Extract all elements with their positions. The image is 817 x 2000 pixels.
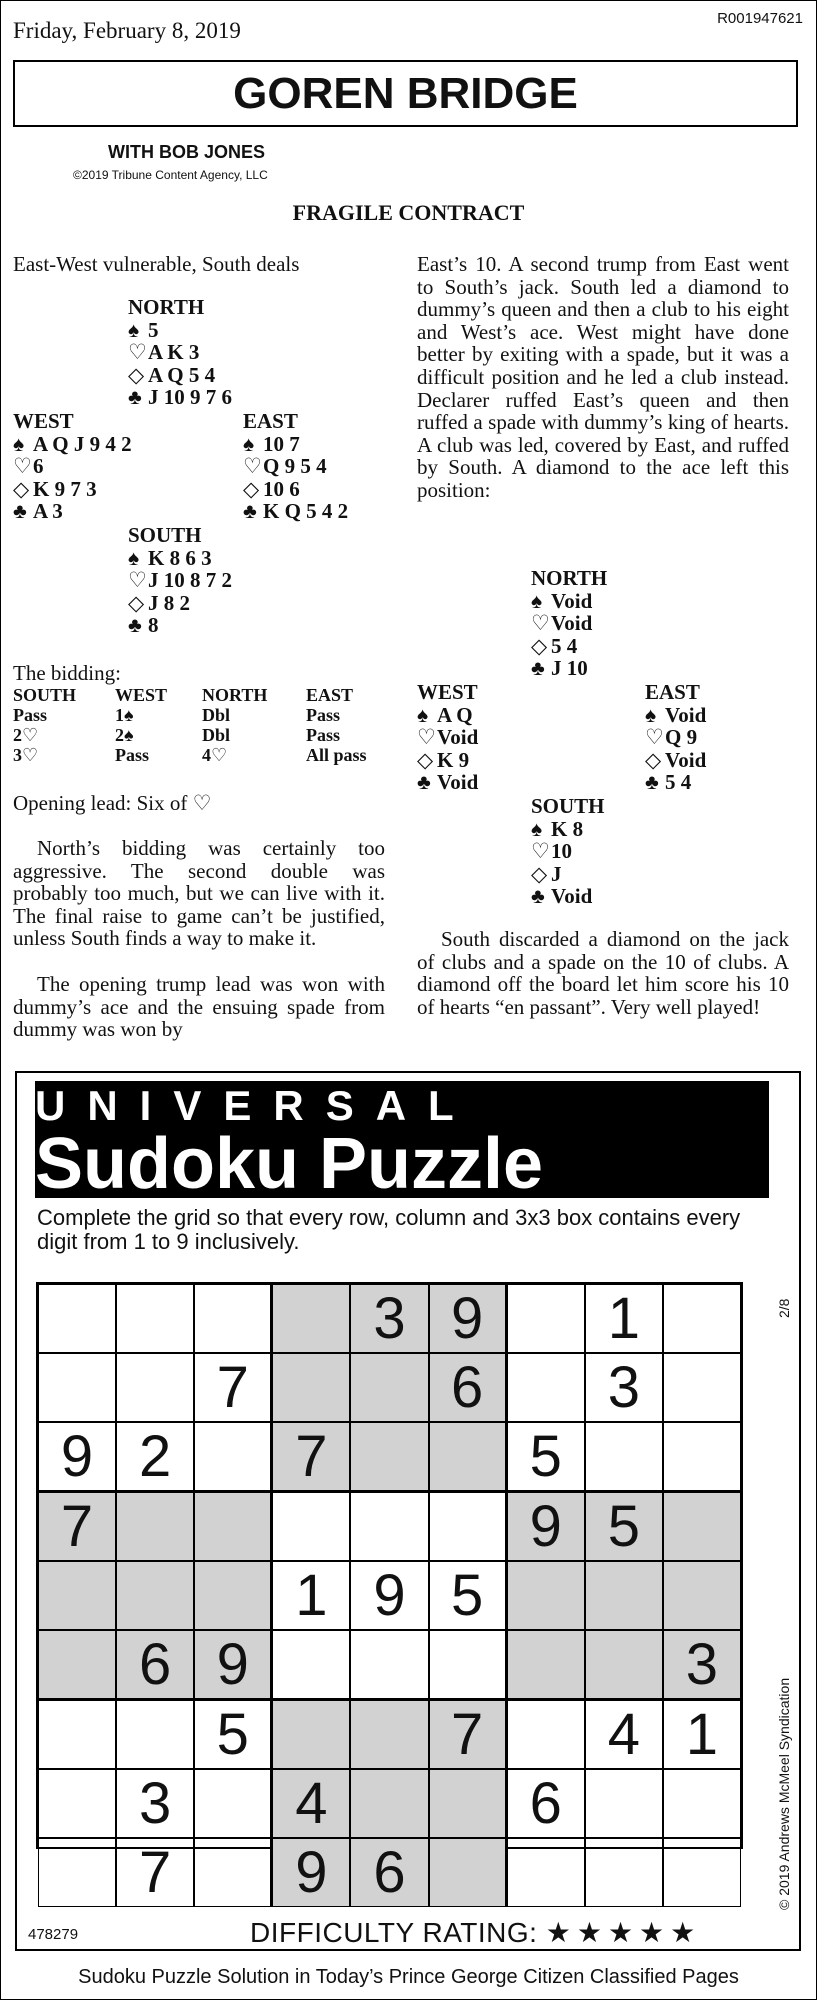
sudoku-cell[interactable]: 3 [585,1353,663,1422]
sudoku-cell[interactable]: 9 [507,1492,585,1561]
north-spades: 5 [148,317,159,342]
ending-east-diamonds: Void [665,747,707,772]
sudoku-cell[interactable]: 1 [663,1700,741,1769]
star-rating-icon: ★★★★★ [545,1917,702,1948]
south-label: SOUTH [128,523,202,547]
ending-north-hearts: Void [551,611,593,636]
sudoku-cell[interactable] [38,1769,116,1838]
issue-date: Friday, February 8, 2019 [13,18,241,43]
west-diamonds: K 9 7 3 [33,476,97,501]
bidding-header: NORTH [202,685,268,705]
club-icon: ♣ [531,884,545,909]
sudoku-cell[interactable] [350,1700,428,1769]
ending-east-hearts: Q 9 [665,725,698,750]
sudoku-cell[interactable]: 7 [272,1422,350,1492]
sudoku-cell[interactable] [194,1838,272,1907]
north-clubs: J 10 9 7 6 [148,385,232,410]
ending-south-diamonds: J [551,861,562,886]
bidding-header-row [13,685,396,705]
bid: All pass [306,745,367,765]
heart-icon: ♡ [13,454,32,479]
sudoku-cell[interactable] [585,1630,663,1700]
heart-icon: ♡ [645,725,664,750]
sudoku-cell[interactable]: 5 [194,1700,272,1769]
ending-north-label: NORTH [531,566,608,590]
sudoku-cell[interactable]: 9 [38,1422,116,1492]
south-clubs: 8 [148,613,159,638]
sudoku-cell[interactable]: 6 [116,1630,194,1700]
sudoku-grid [36,1282,743,1905]
spade-icon: ♠ [645,702,657,727]
sudoku-cell[interactable] [38,1700,116,1769]
sudoku-cell[interactable] [663,1561,741,1630]
ending-south-hand [531,795,605,908]
sudoku-cell[interactable] [38,1838,116,1907]
footer-note: Sudoku Puzzle Solution in Today’s Prince George Citizen Classified Pages [78,1966,739,1988]
sudoku-cell[interactable]: 3 [663,1630,741,1700]
heart-icon: ♡ [243,454,262,479]
spade-icon: ♠ [13,431,25,456]
difficulty-label: DIFFICULTY RATING: [250,1917,538,1948]
bid: Pass [115,745,150,765]
spade-icon: ♠ [531,816,543,841]
east-clubs: K Q 5 4 2 [263,499,349,524]
bidding-row [13,705,396,725]
sudoku-brand: UNIVERSAL [35,1082,476,1129]
sudoku-cell[interactable] [429,1492,507,1561]
west-label: WEST [13,409,74,433]
spade-icon: ♠ [531,588,543,613]
copyright: ©2019 Tribune Content Agency, LLC [73,168,268,182]
sudoku-cell[interactable] [194,1769,272,1838]
sudoku-cell[interactable] [38,1284,116,1353]
south-diamonds: J 8 2 [148,590,190,615]
diamond-icon: ◇ [13,476,30,501]
sudoku-cell[interactable] [507,1284,585,1353]
sudoku-cell[interactable] [429,1422,507,1492]
paragraph-2-cont: East’s 10. A second trump from East went to South’s jack. South led a diamond to dummy’s queen and then a club to his eight and West’s ace. West might have done better by exiting with a spade, but it was a difficult position and he led a club instead. Declarer ruffed East’s queen and then ruffed a spade with dummy’s king of hearts. A club was led, covered by East, and ruffed by South. A diamond to the ace left this position: [417,252,789,502]
diamond-icon: ◇ [417,747,434,772]
north-label: NORTH [128,295,205,319]
ending-east-spades: Void [665,702,707,727]
sudoku-cell[interactable] [507,1700,585,1769]
sudoku-cell[interactable] [38,1630,116,1700]
east-hand [243,410,348,523]
sudoku-cell[interactable]: 7 [38,1492,116,1561]
sudoku-cell[interactable] [663,1284,741,1353]
sudoku-cell[interactable]: 7 [116,1838,194,1907]
club-icon: ♣ [128,385,142,410]
sudoku-cell[interactable] [194,1284,272,1353]
sudoku-cell[interactable] [116,1561,194,1630]
sudoku-cell[interactable]: 6 [507,1769,585,1838]
article-code: R001947621 [717,10,803,27]
byline: WITH BOB JONES [108,142,266,162]
bid: Pass [306,725,341,745]
ending-east-label: EAST [645,680,700,704]
sudoku-cell[interactable] [194,1561,272,1630]
sudoku-cell[interactable] [116,1353,194,1422]
sudoku-cell[interactable] [116,1492,194,1561]
south-hearts: J 10 8 7 2 [148,568,232,593]
ending-west-label: WEST [417,680,478,704]
sudoku-cell[interactable] [350,1422,428,1492]
opening-lead: Opening lead: Six of ♡ [13,791,212,815]
ending-north-diamonds: 5 4 [551,633,578,658]
column-title: GOREN BRIDGE [233,68,578,118]
bid: 1♠ [115,705,134,725]
sudoku-cell[interactable] [116,1700,194,1769]
sudoku-cell[interactable] [272,1284,350,1353]
sudoku-cell[interactable] [272,1630,350,1700]
sudoku-cell[interactable]: 3 [116,1769,194,1838]
sudoku-cell[interactable] [507,1353,585,1422]
ending-north-clubs: J 10 [551,656,588,681]
diamond-icon: ◇ [531,861,548,886]
ending-west-diamonds: K 9 [437,747,470,772]
club-icon: ♣ [645,770,659,795]
heart-icon: ♡ [531,611,550,636]
sudoku-cell[interactable] [429,1630,507,1700]
sudoku-cell[interactable]: 1 [585,1284,663,1353]
spade-icon: ♠ [128,545,140,570]
club-icon: ♣ [417,770,431,795]
diamond-icon: ◇ [645,747,662,772]
sudoku-cell[interactable] [350,1353,428,1422]
club-icon: ♣ [13,499,27,524]
ending-north-hand [531,567,607,680]
bidding-row [13,725,396,745]
bid: 2♠ [115,725,134,745]
sudoku-cell[interactable]: 9 [194,1630,272,1700]
sudoku-cell[interactable] [663,1769,741,1838]
heart-icon: ♡ [128,568,147,593]
sudoku-cell[interactable]: 5 [507,1422,585,1492]
sudoku-cell[interactable] [194,1492,272,1561]
diamond-icon: ◇ [531,633,548,658]
north-diamonds: A Q 5 4 [148,362,216,387]
sudoku-cell[interactable]: 4 [585,1700,663,1769]
sudoku-cell[interactable]: 1 [272,1561,350,1630]
diamond-icon: ◇ [128,590,145,615]
ending-east-clubs: 5 4 [665,770,692,795]
sudoku-cell[interactable] [585,1422,663,1492]
sudoku-date-code: 2/8 [776,1298,792,1318]
bid: Pass [306,705,341,725]
sudoku-cell[interactable] [663,1353,741,1422]
club-icon: ♣ [128,613,142,638]
sudoku-cell[interactable] [272,1353,350,1422]
bid: Pass [13,705,48,725]
bid: Dbl [202,705,231,725]
ending-south-hearts: 10 [551,839,572,864]
difficulty-rating [250,1916,701,1949]
sudoku-cell[interactable] [272,1492,350,1561]
ending-west-spades: A Q [437,702,473,727]
east-hearts: Q 9 5 4 [263,454,327,479]
sudoku-cell[interactable] [194,1422,272,1492]
sudoku-cell[interactable] [38,1353,116,1422]
ending-west-hand [417,681,478,794]
sudoku-cell[interactable] [663,1492,741,1561]
heart-icon: ♡ [128,340,147,365]
heart-icon: ♡ [531,839,550,864]
ending-south-clubs: Void [551,884,593,909]
bidding-row [13,745,396,765]
sudoku-cell[interactable]: 9 [272,1838,350,1907]
spade-icon: ♠ [417,702,429,727]
heart-icon: ♡ [417,725,436,750]
east-spades: 10 7 [263,431,300,456]
paragraph-2-start: The opening trump lead was won with dummy’s ace and the ensuing spade from dummy was won by [13,973,385,1041]
ending-south-spades: K 8 [551,816,584,841]
sudoku-cell[interactable] [585,1769,663,1838]
ending-west-clubs: Void [437,770,479,795]
north-hearts: A K 3 [148,340,200,365]
sudoku-cell[interactable] [429,1769,507,1838]
spade-icon: ♠ [128,317,140,342]
column-title-box [13,60,798,127]
west-clubs: A 3 [33,499,63,524]
paragraph-1: North’s bidding was certainly too aggressive. The second double was probably too much, but we can live with it. The final raise to game can’t be justified, unless South finds a way to make it. [13,836,385,951]
sudoku-cell[interactable] [663,1422,741,1492]
sudoku-cell[interactable]: 4 [272,1769,350,1838]
vulnerability: East-West vulnerable, South deals [13,252,300,276]
bid: Dbl [202,725,231,745]
sudoku-cell[interactable]: 6 [350,1838,428,1907]
bid: 2♡ [13,725,39,745]
sudoku-cell[interactable] [429,1838,507,1907]
sudoku-cell[interactable]: 7 [194,1353,272,1422]
west-spades: A Q J 9 4 2 [33,431,132,456]
bidding-table [13,685,396,765]
sudoku-cell[interactable]: 2 [116,1422,194,1492]
bid: 4♡ [202,745,228,765]
sudoku-cell[interactable]: 5 [429,1561,507,1630]
paragraph-3: South discarded a diamond on the jack of clubs and a spade on the 10 of clubs. A diamond off the board let him score his 10 of hearts “en passant”. Very well played! [417,927,789,1019]
sudoku-cell[interactable]: 9 [429,1284,507,1353]
sudoku-cell[interactable] [350,1630,428,1700]
south-hand [128,524,232,637]
sudoku-cell[interactable] [350,1492,428,1561]
sudoku-cell[interactable] [663,1838,741,1907]
ending-east-hand [645,681,706,794]
ending-west-hearts: Void [437,725,479,750]
ending-north-spades: Void [551,588,593,613]
sudoku-cell[interactable]: 6 [429,1353,507,1422]
sudoku-title: Sudoku Puzzle [35,1124,544,1204]
sudoku-cell[interactable] [350,1769,428,1838]
sudoku-cell[interactable] [507,1630,585,1700]
spade-icon: ♠ [243,431,255,456]
sudoku-cell[interactable] [585,1561,663,1630]
south-spades: K 8 6 3 [148,545,212,570]
sudoku-cell[interactable] [272,1700,350,1769]
headline: FRAGILE CONTRACT [292,200,525,225]
bid: 3♡ [13,745,39,765]
sudoku-cell[interactable]: 7 [429,1700,507,1769]
diamond-icon: ◇ [128,362,145,387]
diamond-icon: ◇ [243,476,260,501]
bidding-header: SOUTH [13,685,77,705]
sudoku-cell[interactable] [507,1561,585,1630]
bidding-label: The bidding: [13,661,121,685]
bidding-header: WEST [115,685,168,705]
sudoku-cell[interactable]: 3 [350,1284,428,1353]
club-icon: ♣ [243,499,257,524]
sudoku-cell[interactable] [507,1838,585,1907]
club-icon: ♣ [531,656,545,681]
north-hand [128,296,232,409]
puzzle-id: 478279 [28,1926,79,1943]
sudoku-instructions: Complete the grid so that every row, column and 3x3 box contains every digit from 1 to 9 inclusively. [37,1205,741,1254]
sudoku-cell[interactable] [116,1284,194,1353]
sudoku-cell[interactable] [585,1838,663,1907]
ending-south-label: SOUTH [531,794,605,818]
sudoku-cell[interactable] [38,1561,116,1630]
bidding-header: EAST [306,685,354,705]
east-label: EAST [243,409,298,433]
syndication-credit: © 2019 Andrews McMeel Syndication [776,1677,792,1910]
west-hand [13,410,132,523]
west-hearts: 6 [33,454,44,479]
sudoku-cell[interactable]: 9 [350,1561,428,1630]
sudoku-cell[interactable]: 5 [585,1492,663,1561]
east-diamonds: 10 6 [263,476,300,501]
